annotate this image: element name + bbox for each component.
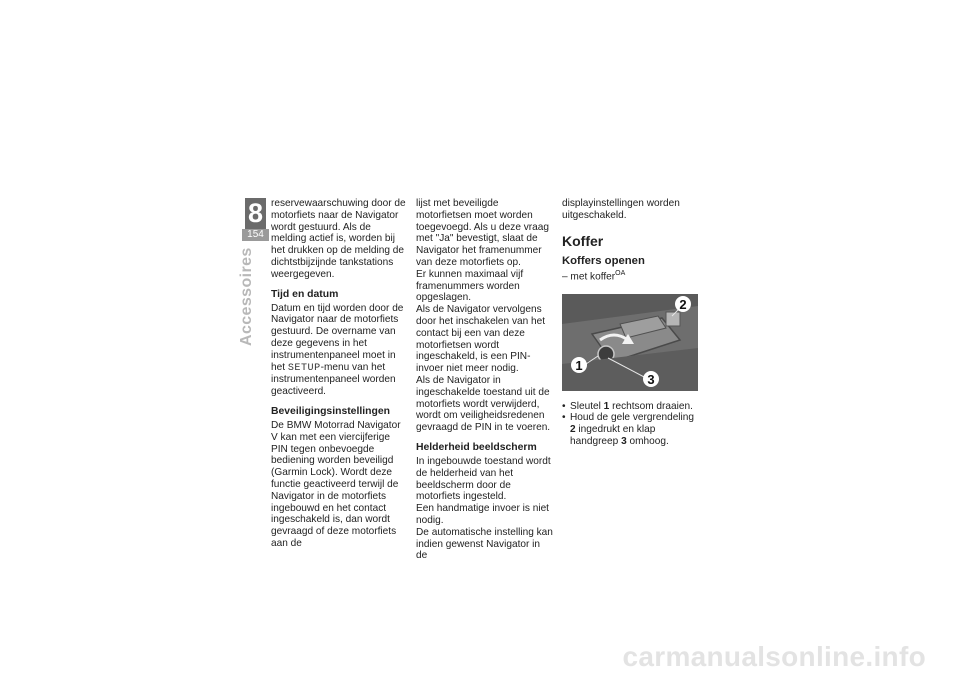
text-run: Houd de gele vergrendeling xyxy=(570,412,695,424)
case-lock-figure xyxy=(562,294,698,391)
column-2 xyxy=(416,198,554,562)
chapter-number: 8 xyxy=(245,198,266,229)
heading-time-date: Tijd en datum xyxy=(271,288,339,300)
column-1 xyxy=(271,198,409,550)
paragraph-time-date xyxy=(271,303,409,398)
option-superscript: OA xyxy=(615,269,626,277)
paragraph: Een handmatige invoer is niet nodig. xyxy=(416,503,549,526)
paragraph: In ingebouwde toestand wordt de helderheid van het beeldscherm door de motorfiets ingesteld. xyxy=(416,455,551,503)
text-run: – met koffer xyxy=(562,270,616,282)
callout-ref: 3 xyxy=(621,435,627,447)
heading-security: Beveiligingsinstellingen xyxy=(271,405,390,417)
text-run: ingedrukt en klap handgreep xyxy=(570,424,656,447)
heading-koffers-openen: Koffers openen xyxy=(562,254,645,267)
text-run: Datum en tijd worden door de Navigator naar de motorfiets gestuurd. De overname van deze gegevens in het instrumentenpaneel moet in het xyxy=(271,302,404,373)
text-run: rechtsom draaien. xyxy=(609,400,693,412)
text-run: omhoog. xyxy=(626,435,669,447)
list-item xyxy=(562,401,700,413)
callout-ref: 1 xyxy=(603,400,610,412)
yellow-lock-latch xyxy=(666,312,680,326)
callout-label-1: 1 xyxy=(575,357,583,373)
callout-ref: 2 xyxy=(570,424,576,436)
paragraph: lijst met beveiligde motorfietsen moet worden toegevoegd. Als u deze vraag met "Ja" bevestigt, slaat de Navigator het framenummer van deze motorfiets op. xyxy=(416,198,549,268)
paragraph: Als de Navigator in ingeschakelde toestand uit de motorfiets wordt verwijderd, wordt om veiligheidsredenen gevraagd de PIN in te voeren. xyxy=(416,374,551,434)
callout-label-2: 2 xyxy=(679,296,687,312)
chapter-side-label: Accessoires xyxy=(238,247,255,346)
paragraph: reservewaarschuwing door de motorfiets naar de Navigator wordt gestuurd. Als de melding actief is, worden bij het drukken op de melding de dichtstbijzijnde tankstations weergegeven. xyxy=(271,198,406,280)
page-number: 154 xyxy=(242,229,269,241)
callout-label-3: 3 xyxy=(647,371,655,387)
option-note xyxy=(562,268,700,283)
heading-koffer: Koffer xyxy=(562,232,604,249)
paragraph: Er kunnen maximaal vijf framenummers worden opgeslagen. xyxy=(416,268,524,304)
paragraph: Als de Navigator vervolgens door het inschakelen van het contact bij een van deze motorfietsen wordt ingeschakeld, is een PIN-invoer niet meer nodig. xyxy=(416,304,546,375)
paragraph-security: De BMW Motorrad Navigator V kan met een viercijferige PIN tegen onbevoegde bediening worden beveiligd (Garmin Lock). Wordt deze functie geactiveerd terwijl de Navigator in de motorfiets ingebouwd en het contact ingeschakeld is, dan wordt gevraagd of deze motorfiets aan de xyxy=(271,419,401,549)
paragraph: De automatische instelling kan indien gewenst Navigator in de xyxy=(416,526,553,562)
instruction-list xyxy=(562,401,700,448)
heading-brightness: Helderheid beeldscherm xyxy=(416,441,537,453)
column-3 xyxy=(562,198,700,448)
watermark: carmanualsonline.info xyxy=(622,641,926,672)
paragraph: displayinstellingen worden uitgeschakeld. xyxy=(562,198,680,221)
setup-menu-code: SETUP xyxy=(287,362,321,374)
list-item xyxy=(562,412,700,447)
text-run: -menu van het instrumentenpaneel worden geactiveerd. xyxy=(271,361,396,398)
text-run: Sleutel xyxy=(570,400,604,412)
